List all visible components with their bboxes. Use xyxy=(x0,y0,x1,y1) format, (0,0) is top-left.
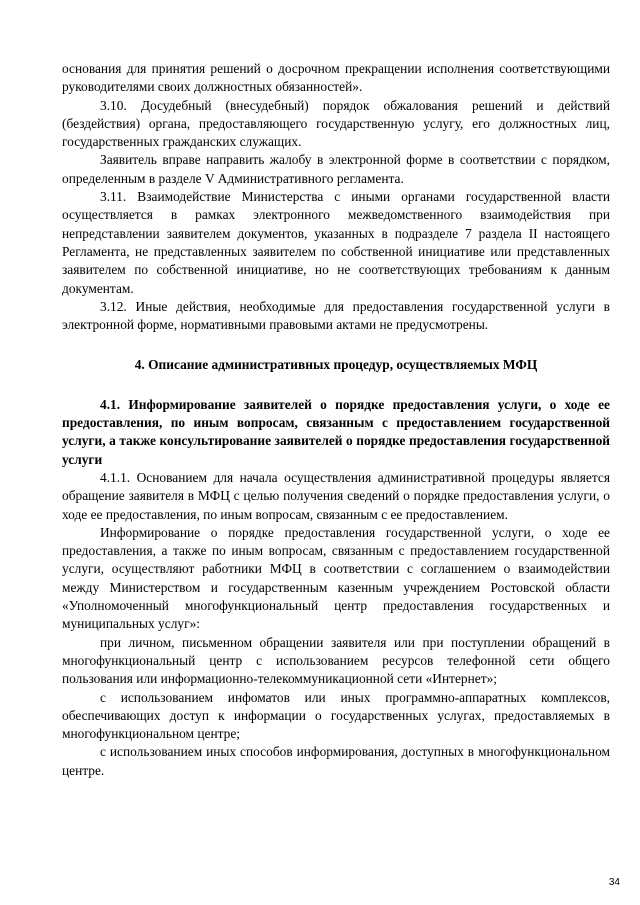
paragraph-complaint-electronic: Заявитель вправе направить жалобу в электронной форме в соответствии с порядком, определенным в разделе V Административного регламента. xyxy=(62,152,610,186)
section-heading-4: 4. Описание административных процедур, осуществляемых МФЦ xyxy=(134,357,538,373)
paragraph-3-10: 3.10. Досудебный (внесудебный) порядок обжалования решений и действий (бездействия) органа, предоставляющего государственную услугу, его должностных лиц, государственных гражданских служащих. xyxy=(62,97,610,150)
page-number: 34 xyxy=(608,877,620,888)
list-item-infomats: с использованием инфоматов или иных программно-аппаратных комплексов, обеспечивающих доступ к информации о государственных услугах, предоставляемых в многофункциональном центре; xyxy=(62,689,610,742)
list-item-personal-request: при личном, письменном обращении заявителя или при поступлении обращений в многофункциональный центр с использованием ресурсов телефонной сети общего пользования или информационно-телекоммуникационной сети «Интернет»; xyxy=(62,634,610,687)
paragraph-3-12: 3.12. Иные действия, необходимые для предоставления государственной услуги в электронной форме, нормативными правовыми актами не предусмотрены. xyxy=(62,298,610,333)
paragraph-informing-workers: Информирование о порядке предоставления государственной услуги, о ходе ее предоставления, а также по иным вопросам, связанным с предоставлением государственной услуги, осуществляют работники МФЦ в соответствии с соглашением о взаимодействии между Министерством и государственным казенным учреждением Ростовской области «Уполномоченный многофункциональный центр предоставления государственных и муниципальных услуг»: xyxy=(62,524,610,632)
list-item-other-methods: с использованием иных способов информирования, доступных в многофункциональном центре. xyxy=(62,744,610,778)
document-page xyxy=(62,60,610,780)
paragraph-3-11: 3.11. Взаимодействие Министерства с иными органами государственной власти осуществляется в рамках электронного межведомственного взаимодействия при непредставлении заявителем документов, указанных в подразделе 7 раздела II настоящего Регламента, не представленных заявителем по собственной инициативе или представленных заявителем по собственной инициативе, но не соответствующих требованиям к данным документам. xyxy=(62,189,610,296)
paragraph-4-1-1: 4.1.1. Основанием для начала осуществления административной процедуры является обращение заявителя в МФЦ с целью получения сведений о порядке предоставления услуги, о ходе ее предоставления, по иным вопросам, связанным с ее предоставлением. xyxy=(62,469,610,522)
subsection-heading-4-1: 4.1. Информирование заявителей о порядке предоставления услуги, о ходе ее предоставления, по иным вопросам, связанным с предоставлением государственной услуги, а также консультирование заявителей о порядке предоставления государственной услуги xyxy=(62,396,610,467)
paragraph-continuation: основания для принятия решений о досрочном прекращении исполнения соответствующими руководителями своих должностных обязанностей». xyxy=(62,61,610,95)
